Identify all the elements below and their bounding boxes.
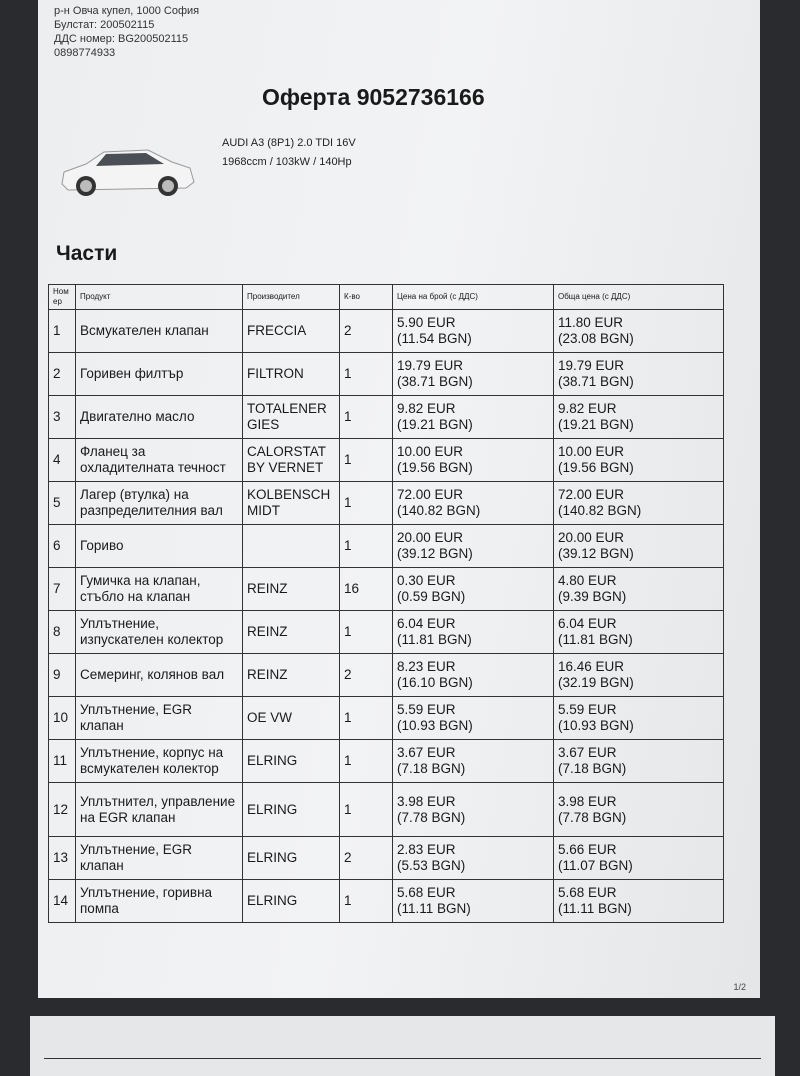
row-total-price	[554, 439, 724, 482]
row-qty: 1	[340, 611, 393, 654]
row-total-price	[554, 310, 724, 353]
table-row	[49, 880, 724, 923]
unit-price-bgn: (7.18 BGN)	[397, 761, 466, 776]
total-price-bgn: (9.39 BGN)	[558, 589, 627, 604]
unit-price-bgn: (19.21 BGN)	[397, 417, 473, 432]
row-product: Уплътнител, управление на EGR клапан	[76, 783, 243, 837]
unit-price-eur: 6.04 EUR	[397, 616, 456, 631]
company-phone: 0898774933	[54, 47, 116, 59]
unit-price-bgn: (11.54 BGN)	[397, 331, 472, 346]
total-price-bgn: (11.81 BGN)	[558, 632, 633, 647]
row-number: 4	[49, 439, 76, 482]
row-number: 1	[49, 310, 76, 353]
total-price-eur: 10.00 EUR	[558, 444, 625, 459]
row-maker: REINZ	[243, 654, 340, 697]
row-maker: REINZ	[243, 611, 340, 654]
unit-price-eur: 3.98 EUR	[397, 793, 456, 809]
unit-price-eur: 9.82 EUR	[397, 401, 456, 416]
parts-table	[48, 284, 724, 923]
row-maker: ELRING	[243, 783, 340, 837]
total-price-eur: 4.80 EUR	[558, 573, 617, 588]
row-product: Гумичка на клапан, стъбло на клапан	[76, 568, 243, 611]
table-row	[49, 837, 724, 880]
row-qty: 2	[340, 654, 393, 697]
unit-price-bgn: (11.11 BGN)	[397, 901, 471, 916]
unit-price-eur: 0.30 EUR	[397, 573, 456, 588]
unit-price-bgn: (11.81 BGN)	[397, 632, 472, 647]
total-price-eur: 72.00 EUR	[558, 487, 625, 502]
total-price-eur: 3.67 EUR	[558, 745, 617, 760]
unit-price-bgn: (5.53 BGN)	[397, 858, 466, 873]
row-maker: OE VW	[243, 697, 340, 740]
row-maker: REINZ	[243, 568, 340, 611]
unit-price-bgn: (16.10 BGN)	[397, 675, 473, 690]
row-unit-price	[393, 525, 554, 568]
document-page	[38, 0, 760, 998]
unit-price-eur: 20.00 EUR	[397, 530, 464, 545]
company-bulstat: Булстат: 200502115	[54, 19, 155, 31]
car-image-icon	[56, 140, 198, 202]
row-number: 12	[49, 783, 76, 837]
row-product: Уплътнение, EGR клапан	[76, 697, 243, 740]
row-qty: 1	[340, 525, 393, 568]
company-info	[54, 4, 199, 60]
row-qty: 1	[340, 353, 393, 396]
row-total-price	[554, 740, 724, 783]
unit-price-eur: 72.00 EUR	[397, 487, 464, 502]
company-vat: ДДС номер: BG200502115	[54, 33, 189, 45]
row-qty: 1	[340, 740, 393, 783]
total-price-bgn: (19.56 BGN)	[558, 460, 634, 475]
row-maker: ELRING	[243, 740, 340, 783]
row-number: 6	[49, 525, 76, 568]
total-price-bgn: (7.78 BGN)	[558, 809, 627, 825]
row-product: Лагер (втулка) на разпределителния вал	[76, 482, 243, 525]
unit-price-bgn: (19.56 BGN)	[397, 460, 473, 475]
row-total-price	[554, 525, 724, 568]
offer-title: Оферта 9052736166	[262, 84, 485, 110]
unit-price-bgn: (140.82 BGN)	[397, 503, 481, 518]
col-total-price: Обща цена (с ДДС)	[554, 285, 724, 310]
row-unit-price	[393, 353, 554, 396]
table-row	[49, 654, 724, 697]
table-row	[49, 568, 724, 611]
total-price-eur: 5.66 EUR	[558, 842, 617, 857]
row-number: 8	[49, 611, 76, 654]
total-price-bgn: (23.08 BGN)	[558, 331, 634, 346]
total-price-eur: 11.80 EUR	[558, 315, 624, 330]
table-header-row	[49, 285, 724, 310]
row-number: 3	[49, 396, 76, 439]
row-maker: CALORSTAT BY VERNET	[243, 439, 340, 482]
table-row	[49, 439, 724, 482]
row-total-price	[554, 482, 724, 525]
unit-price-bgn: (0.59 BGN)	[397, 589, 466, 604]
row-unit-price	[393, 740, 554, 783]
unit-price-bgn: (7.78 BGN)	[397, 809, 466, 825]
row-product: Горивен филтър	[76, 353, 243, 396]
unit-price-eur: 3.67 EUR	[397, 745, 456, 760]
row-product: Всмукателен клапан	[76, 310, 243, 353]
total-price-bgn: (11.07 BGN)	[558, 858, 633, 873]
row-total-price	[554, 880, 724, 923]
row-unit-price	[393, 837, 554, 880]
section-title: Части	[56, 242, 118, 265]
vehicle-engine: 1968ccm / 103kW / 140Hp	[222, 156, 352, 168]
next-page	[30, 1016, 775, 1076]
total-price-eur: 3.98 EUR	[558, 793, 617, 809]
table-row	[49, 783, 724, 837]
row-qty: 1	[340, 697, 393, 740]
row-unit-price	[393, 697, 554, 740]
row-number: 2	[49, 353, 76, 396]
row-number: 5	[49, 482, 76, 525]
row-total-price	[554, 654, 724, 697]
row-total-price	[554, 697, 724, 740]
row-qty: 1	[340, 880, 393, 923]
row-maker: KOLBENSCH MIDT	[243, 482, 340, 525]
row-number: 7	[49, 568, 76, 611]
unit-price-eur: 5.90 EUR	[397, 315, 456, 330]
table-row	[49, 525, 724, 568]
table-row	[49, 482, 724, 525]
row-total-price	[554, 611, 724, 654]
row-total-price	[554, 837, 724, 880]
total-price-bgn: (11.11 BGN)	[558, 901, 632, 916]
row-maker: ELRING	[243, 880, 340, 923]
total-price-bgn: (19.21 BGN)	[558, 417, 634, 432]
row-product: Двигателно масло	[76, 396, 243, 439]
total-price-bgn: (140.82 BGN)	[558, 503, 642, 518]
row-product: Уплътнение, изпускателен колектор	[76, 611, 243, 654]
total-price-eur: 9.82 EUR	[558, 401, 617, 416]
unit-price-eur: 5.68 EUR	[397, 885, 456, 900]
unit-price-eur: 8.23 EUR	[397, 659, 456, 674]
row-unit-price	[393, 568, 554, 611]
row-unit-price	[393, 482, 554, 525]
total-price-eur: 20.00 EUR	[558, 530, 625, 545]
table-row	[49, 611, 724, 654]
company-address: р-н Овча купел, 1000 София	[54, 5, 200, 17]
row-product: Уплътнение, корпус на всмукателен колектор	[76, 740, 243, 783]
row-unit-price	[393, 611, 554, 654]
row-unit-price	[393, 310, 554, 353]
col-unit-price: Цена на брой (с ДДС)	[393, 285, 554, 310]
total-price-eur: 19.79 EUR	[558, 358, 625, 373]
row-product: Уплътнение, горивна помпа	[76, 880, 243, 923]
row-number: 10	[49, 697, 76, 740]
unit-price-bgn: (10.93 BGN)	[397, 718, 473, 733]
row-qty: 1	[340, 396, 393, 439]
row-qty: 1	[340, 439, 393, 482]
row-total-price	[554, 783, 724, 837]
col-maker: Производител	[243, 285, 340, 310]
unit-price-eur: 10.00 EUR	[397, 444, 464, 459]
total-price-eur: 5.59 EUR	[558, 702, 617, 717]
table-row	[49, 396, 724, 439]
col-qty: К-во	[340, 285, 393, 310]
row-product: Уплътнение, EGR клапан	[76, 837, 243, 880]
vehicle-model: AUDI A3 (8P1) 2.0 TDI 16V	[222, 137, 356, 149]
row-total-price	[554, 568, 724, 611]
total-price-bgn: (39.12 BGN)	[558, 546, 634, 561]
unit-price-eur: 5.59 EUR	[397, 702, 456, 717]
row-maker: FRECCIA	[243, 310, 340, 353]
row-qty: 1	[340, 482, 393, 525]
row-unit-price	[393, 654, 554, 697]
table-row	[49, 310, 724, 353]
table-row	[49, 353, 724, 396]
row-maker: FILTRON	[243, 353, 340, 396]
row-qty: 16	[340, 568, 393, 611]
row-product: Семеринг, колянов вал	[76, 654, 243, 697]
total-price-bgn: (38.71 BGN)	[558, 374, 634, 389]
row-qty: 2	[340, 310, 393, 353]
unit-price-bgn: (39.12 BGN)	[397, 546, 473, 561]
vehicle-info	[222, 134, 356, 172]
row-unit-price	[393, 783, 554, 837]
unit-price-eur: 19.79 EUR	[397, 358, 464, 373]
row-maker: ELRING	[243, 837, 340, 880]
row-total-price	[554, 353, 724, 396]
row-product: Фланец за охладителната течност	[76, 439, 243, 482]
total-price-bgn: (7.18 BGN)	[558, 761, 627, 776]
table-row	[49, 697, 724, 740]
row-unit-price	[393, 396, 554, 439]
total-price-eur: 5.68 EUR	[558, 885, 617, 900]
row-number: 9	[49, 654, 76, 697]
row-maker: TOTALENER GIES	[243, 396, 340, 439]
col-number: Ном ер	[49, 285, 76, 310]
row-qty: 2	[340, 837, 393, 880]
table-row	[49, 740, 724, 783]
row-number: 14	[49, 880, 76, 923]
row-qty: 1	[340, 783, 393, 837]
row-number: 11	[49, 740, 76, 783]
total-price-bgn: (32.19 BGN)	[558, 675, 634, 690]
row-product: Гориво	[76, 525, 243, 568]
col-product: Продукт	[76, 285, 243, 310]
total-price-bgn: (10.93 BGN)	[558, 718, 634, 733]
row-number: 13	[49, 837, 76, 880]
row-maker	[243, 525, 340, 568]
total-price-eur: 16.46 EUR	[558, 659, 625, 674]
page-number: 1/2	[733, 982, 746, 992]
unit-price-eur: 2.83 EUR	[397, 842, 456, 857]
row-total-price	[554, 396, 724, 439]
total-price-eur: 6.04 EUR	[558, 616, 617, 631]
row-unit-price	[393, 439, 554, 482]
unit-price-bgn: (38.71 BGN)	[397, 374, 473, 389]
row-unit-price	[393, 880, 554, 923]
